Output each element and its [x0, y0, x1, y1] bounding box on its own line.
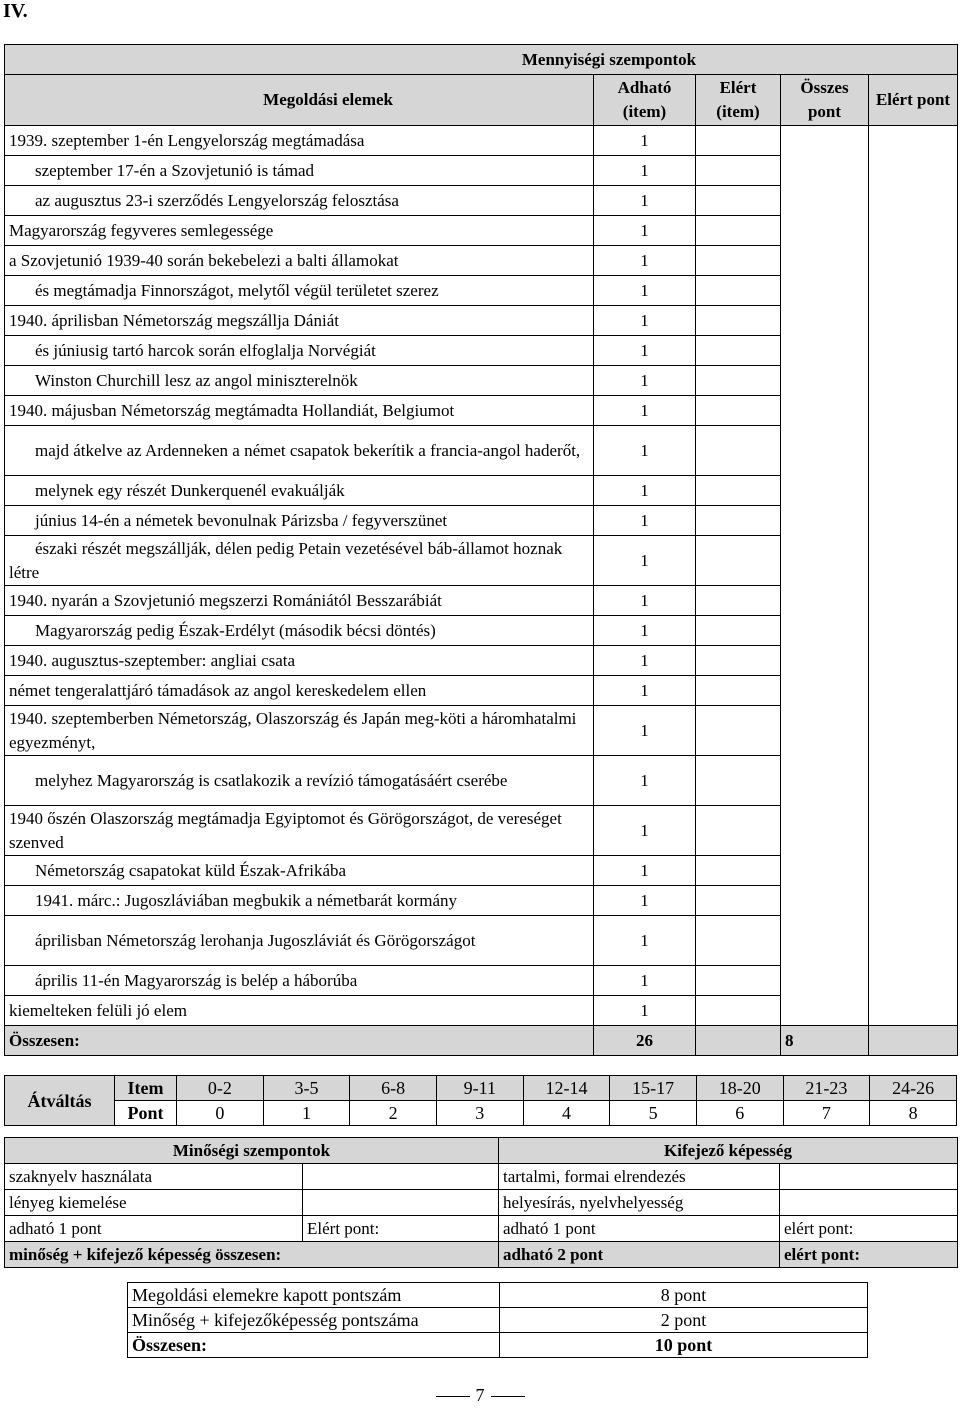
quality-table	[4, 1137, 958, 1268]
adhato-value: 1	[594, 336, 696, 366]
element-text: Magyarország pedig Észak-Erdélyt (második bécsi döntés)	[5, 616, 594, 646]
element-text: Magyarország fegyveres semlegessége	[5, 216, 594, 246]
conversion-point-value: 1	[263, 1101, 350, 1126]
conversion-point-value: 6	[696, 1101, 783, 1126]
total-row	[5, 1026, 958, 1056]
adhato-value: 1	[594, 756, 696, 806]
total-items: 26	[594, 1026, 696, 1056]
elert-item-cell	[696, 126, 781, 156]
quantitative-header: Mennyiségi szempontok	[5, 45, 958, 75]
elert-item-cell	[696, 246, 781, 276]
elert-item-cell	[696, 886, 781, 916]
elert-item-cell	[696, 856, 781, 886]
summary-value: 8 pont	[500, 1283, 868, 1308]
elert-item-cell	[696, 966, 781, 996]
elert-item-cell	[696, 706, 781, 756]
quality-cell	[780, 1190, 958, 1216]
total-elert-cell	[696, 1026, 781, 1056]
summary-label: Megoldási elemekre kapott pontszám	[128, 1283, 500, 1308]
quality-cell	[303, 1190, 499, 1216]
element-text: szeptember 17-én a Szovjetunió is támad	[5, 156, 594, 186]
element-text: német tengeralattjáró támadások az angol kereskedelem ellen	[5, 676, 594, 706]
quality-cell: lényeg kiemelése	[5, 1190, 303, 1216]
conversion-point-value: 0	[177, 1101, 264, 1126]
elert-item-cell	[696, 806, 781, 856]
element-text: Winston Churchill lesz az angol miniszterelnök	[5, 366, 594, 396]
col-elert-header: Elért (item)	[696, 75, 781, 126]
conversion-item-value: 9-11	[436, 1076, 523, 1101]
summary-row	[128, 1333, 868, 1358]
elert-item-cell	[696, 426, 781, 476]
conversion-point-value: 2	[350, 1101, 437, 1126]
element-text: kiemelteken felüli jó elem	[5, 996, 594, 1026]
adhato-value: 1	[594, 366, 696, 396]
conversion-item-value: 24-26	[870, 1076, 957, 1101]
conversion-table	[4, 1075, 957, 1126]
total-label: Összesen:	[5, 1026, 594, 1056]
elert-item-cell	[696, 916, 781, 966]
quality-title: Minőségi szempontok	[5, 1138, 499, 1164]
adhato-value: 1	[594, 536, 696, 586]
summary-table	[127, 1282, 868, 1358]
elert-item-cell	[696, 616, 781, 646]
summary-value: 2 pont	[500, 1308, 868, 1333]
total-elert-pont-cell	[869, 1026, 958, 1056]
elert-item-cell	[696, 186, 781, 216]
quality-cell: adható 1 pont	[499, 1216, 780, 1242]
summary-label: Minőség + kifejezőképesség pontszáma	[128, 1308, 500, 1333]
conversion-point-value: 3	[436, 1101, 523, 1126]
elert-item-cell	[696, 586, 781, 616]
quality-cell: helyesírás, nyelvhelyesség	[499, 1190, 780, 1216]
total-points: 8	[781, 1026, 869, 1056]
adhato-value: 1	[594, 586, 696, 616]
page-number-value: 7	[475, 1385, 485, 1405]
conversion-item-value: 21-23	[783, 1076, 870, 1101]
adhato-value: 1	[594, 996, 696, 1026]
element-text: melynek egy részét Dunkerquenél evakuálják	[5, 476, 594, 506]
adhato-value: 1	[594, 506, 696, 536]
elements-header: Megoldási elemek	[5, 75, 594, 126]
adhato-value: 1	[594, 856, 696, 886]
quality-cell: elért pont:	[780, 1216, 958, 1242]
osszes-pont-cell	[781, 126, 869, 1026]
conversion-pont-label: Pont	[115, 1101, 177, 1126]
elert-item-cell	[696, 156, 781, 186]
quality-cell	[303, 1164, 499, 1190]
elert-pont-cell	[869, 126, 958, 1026]
elert-item-cell	[696, 216, 781, 246]
elert-item-cell	[696, 366, 781, 396]
conversion-point-value: 7	[783, 1101, 870, 1126]
quality-sum-label: minőség + kifejező képesség összesen:	[5, 1242, 499, 1268]
col-elert-pont-header: Elért pont	[869, 75, 958, 126]
quality-sum-elert: elért pont:	[780, 1242, 958, 1268]
adhato-value: 1	[594, 706, 696, 756]
elert-item-cell	[696, 536, 781, 586]
summary-row	[128, 1308, 868, 1333]
elert-item-cell	[696, 336, 781, 366]
element-text: 1940. augusztus-szeptember: angliai csata	[5, 646, 594, 676]
page-heading: IV.	[3, 0, 28, 22]
conversion-item-value: 18-20	[696, 1076, 783, 1101]
col-adhato-header: Adható (item)	[594, 75, 696, 126]
adhato-value: 1	[594, 306, 696, 336]
table-row	[5, 126, 958, 156]
adhato-value: 1	[594, 916, 696, 966]
adhato-value: 1	[594, 276, 696, 306]
conversion-point-value: 5	[610, 1101, 697, 1126]
quality-sum-adhato: adható 2 pont	[499, 1242, 780, 1268]
adhato-value: 1	[594, 216, 696, 246]
elert-item-cell	[696, 646, 781, 676]
element-text: áprilisban Németország lerohanja Jugoszláviát és Görögországot	[5, 916, 594, 966]
elert-item-cell	[696, 756, 781, 806]
quality-cell: Elért pont:	[303, 1216, 499, 1242]
element-text: 1940 őszén Olaszország megtámadja Egyiptomot és Görögországot, de vereséget szenved	[5, 806, 594, 856]
elert-item-cell	[696, 476, 781, 506]
elert-item-cell	[696, 996, 781, 1026]
element-text: északi részét megszállják, délen pedig Petain vezetésével báb-államot hoznak létre	[5, 536, 594, 586]
conversion-item-value: 3-5	[263, 1076, 350, 1101]
element-text: április 11-én Magyarország is belép a háborúba	[5, 966, 594, 996]
element-text: a Szovjetunió 1939-40 során bekebelezi a balti államokat	[5, 246, 594, 276]
scoring-table	[4, 44, 958, 1056]
dash-right	[491, 1396, 525, 1397]
summary-value: 10 pont	[500, 1333, 868, 1358]
quality-row	[5, 1164, 958, 1190]
element-text: melyhez Magyarország is csatlakozik a revízió támogatásáért cserébe	[5, 756, 594, 806]
adhato-value: 1	[594, 126, 696, 156]
element-text: és júniusig tartó harcok során elfoglalja Norvégiát	[5, 336, 594, 366]
adhato-value: 1	[594, 156, 696, 186]
element-text: 1940. nyarán a Szovjetunió megszerzi Romániától Besszarábiát	[5, 586, 594, 616]
summary-row	[128, 1283, 868, 1308]
quality-row	[5, 1216, 958, 1242]
summary-label: Összesen:	[128, 1333, 500, 1358]
quality-cell: tartalmi, formai elrendezés	[499, 1164, 780, 1190]
adhato-value: 1	[594, 806, 696, 856]
conversion-point-value: 4	[523, 1101, 610, 1126]
conversion-point-value: 8	[870, 1101, 957, 1126]
col-osszes-header: Összes pont	[781, 75, 869, 126]
adhato-value: 1	[594, 616, 696, 646]
element-text: 1940. szeptemberben Németország, Olaszország és Japán meg-köti a háromhatalmi egyezményt,	[5, 706, 594, 756]
element-text: Németország csapatokat küld Észak-Afrikába	[5, 856, 594, 886]
elert-item-cell	[696, 276, 781, 306]
element-text: 1939. szeptember 1-én Lengyelország megtámadása	[5, 126, 594, 156]
page-number	[0, 1385, 960, 1406]
quality-sum-row	[5, 1242, 958, 1268]
conversion-item-label: Item	[115, 1076, 177, 1101]
quality-cell: szaknyelv használata	[5, 1164, 303, 1190]
conversion-label: Átváltás	[5, 1076, 115, 1126]
adhato-value: 1	[594, 396, 696, 426]
adhato-value: 1	[594, 886, 696, 916]
adhato-value: 1	[594, 476, 696, 506]
adhato-value: 1	[594, 246, 696, 276]
element-text: 1940. májusban Németország megtámadta Hollandiát, Belgiumot	[5, 396, 594, 426]
dash-left	[436, 1396, 470, 1397]
adhato-value: 1	[594, 676, 696, 706]
conversion-item-value: 15-17	[610, 1076, 697, 1101]
quality-cell	[780, 1164, 958, 1190]
adhato-value: 1	[594, 646, 696, 676]
element-text: az augusztus 23-i szerződés Lengyelország felosztása	[5, 186, 594, 216]
element-text: és megtámadja Finnországot, melytől végül területet szerez	[5, 276, 594, 306]
conversion-item-value: 12-14	[523, 1076, 610, 1101]
adhato-value: 1	[594, 426, 696, 476]
elert-item-cell	[696, 506, 781, 536]
elert-item-cell	[696, 396, 781, 426]
quality-cell: adható 1 pont	[5, 1216, 303, 1242]
adhato-value: 1	[594, 186, 696, 216]
element-text: 1940. áprilisban Németország megszállja Dániát	[5, 306, 594, 336]
elert-item-cell	[696, 676, 781, 706]
element-text: 1941. márc.: Jugoszláviában megbukik a németbarát kormány	[5, 886, 594, 916]
quality-row	[5, 1190, 958, 1216]
element-text: majd átkelve az Ardenneken a német csapatok bekerítik a francia-angol haderőt,	[5, 426, 594, 476]
expression-title: Kifejező képesség	[499, 1138, 958, 1164]
conversion-item-value: 6-8	[350, 1076, 437, 1101]
conversion-item-value: 0-2	[177, 1076, 264, 1101]
elert-item-cell	[696, 306, 781, 336]
adhato-value: 1	[594, 966, 696, 996]
element-text: június 14-én a németek bevonulnak Párizsba / fegyverszünet	[5, 506, 594, 536]
